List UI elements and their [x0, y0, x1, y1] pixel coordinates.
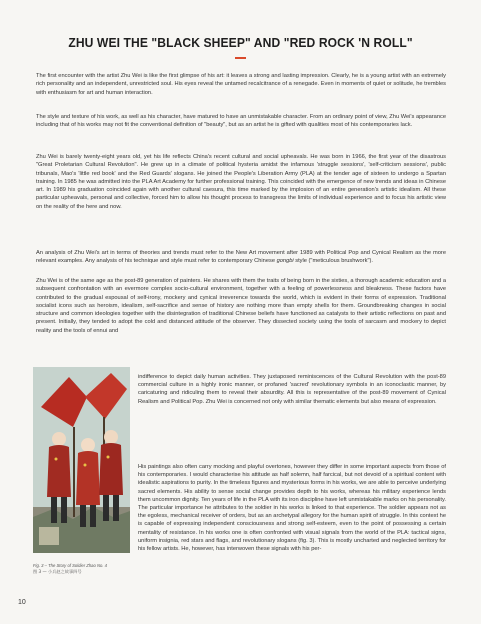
paragraph-intro: The first encounter with the artist Zhu Wei is like the first glimpse of his art: it leaves a strong and lasting impression. Clearly, he is a young artist with an extremely rich personality and an independent, unrestricted soul. His eyes reveal the untamed recalcitrance of a renegade. Even in moments of quiet or solitude, he trembles with enthusiasm for art and human interaction. — [36, 73, 446, 96]
paragraph-analysis — [36, 249, 446, 266]
paragraph-soldier: His paintings also often carry mocking and playful overtones, however they differ in some important aspects from those of his contemporaries. I would characterise his attitude as half solemn, half farcical, but not devoid of a spiritual content with idealistic aspirations to purity. In the timeless figures and mysterious forms in his works, we are able to perceive underlying sacred elements. His ability to sense social change provides depth to his works, whereas his military experience lends them uncommon dignity. Ten years of life in the PLA with its iron discipline have left unmistakable marks on his personality. The particular importance he attributes to the soldier in his works is linked to that experience. The soldier appears not as the egoless, mechanical receiver of orders, but as an archetypal allegory for the human spirit of struggle. In this context he is capable of expressing independent consciousness and strong self-esteem, even to the point of possessing a certain mentality of resistance. In his works one is often confronted with visual signals from the world of the PLA: tactical signs, uniform insignia, red stars and flags, and revolutionary slogans (fig. 3). This is mostly uncharted and neglected territory for his fellow artists. He, however, has interwoven these signals with his per- — [138, 464, 446, 553]
paragraph-analysis-gongbi: gongbi — [276, 258, 294, 265]
figure-caption-english: Fig. 3 – The Story of Soldier Zhao No. 4 — [33, 563, 108, 568]
paragraph-cynical-realism: indifference to depict daily human activities. They juxtaposed reminiscences of the Cultural Revolution with the post-89 commercial culture in a highly ironic manner, or profaned 'sacred' revolutionary symbols in an iconoclastic manner, by caricaturing and ridiculing them to reveal their absurdity. All this is representative of the post-89 movement of Cynical Realism and Political Pop. Zhu Wei is concerned not only with similar thematic elements but also means of expression. — [138, 374, 446, 405]
painting-image — [33, 367, 130, 553]
paragraph-style: The style and texture of his work, as well as his character, have matured to have an unmistakable character. From an ordinary point of view, Zhu Wei's appearance including that of his works may not fit the conventional definition of "beauty", but as an artist he is gifted with qualities most of his contemporaries lack. — [36, 114, 446, 129]
title-accent-rule — [235, 57, 246, 59]
figure-caption-chinese: 图 3 — 小兵赵之故事四号 — [33, 569, 82, 574]
paragraph-analysis-text-b: style ("meticulous brushwork"). — [293, 258, 373, 265]
page-number: 10 — [18, 599, 26, 606]
article-title: ZHU WEI THE "BLACK SHEEP" AND "RED ROCK 'N ROLL" — [68, 36, 413, 50]
paragraph-biography: Zhu Wei is barely twenty-eight years old, yet his life reflects China's recent cultural and social upheavals. He was born in 1966, the first year of the disastrous "Great Proletarian Cultural Revolution". He grew up in a climate of political hysteria amidst the infamous 'struggle sessions', 'self-criticism sessions', public tribunals, Mao's 'little red book' and the Red Guards' slogans. He joined the People's Liberation Army (PLA) at the tender age of sixteen to undergo a Spartan training. In 1985 he was admitted into the PLA Art Academy for further professional training. This coincided with the emergence of new trends and ideas in Chinese art. In 1989 his graduation coincided again with another cultural caesura, this time marked by the implosion of an entire generation's artistic idealism. All these particular upheavals, personal and collective, forced him to allow his thought process to transgress the limits of individual experience and to focus his artistic view on the reality of the here and now. — [36, 154, 446, 210]
paragraph-generation: Zhu Wei is of the same age as the post-89 generation of painters. He shares with them the traits of being born in the sixties, a thorough academic education and a subsequent confrontation with an evermore complex socio-cultural environment, together with a feeling of powerlessness and bleakness. These factors have contributed to the gradual espousal of self-irony, mockery and cynical irreverence towards the world, which is evident in their forms of expression. Traditional socialist icons such as heroism, idealism, self-sacrifice and sense of history are nothing more than empty shells for them. Groundbreaking changes in social structure and common ideologies together with the disintegration of traditional Chinese beliefs have functioned as catalysts to their artistic reflections on past and present. Initially, they tended to adopt the cold and distanced attitude of the observer. They dissected society using the tools of sarcasm and mockery to depict reality and the tools of ennui and — [36, 278, 446, 334]
paragraph-analysis-text-a: An analysis of Zhu Wei's art in terms of theories and trends must refer to the New Art movement after 1989 with Political Pop and Cynical Realism as the more relevant examples. Any analysis of his technique and style must refer to contemporary Chinese — [36, 250, 446, 265]
figure-painting — [33, 367, 130, 553]
